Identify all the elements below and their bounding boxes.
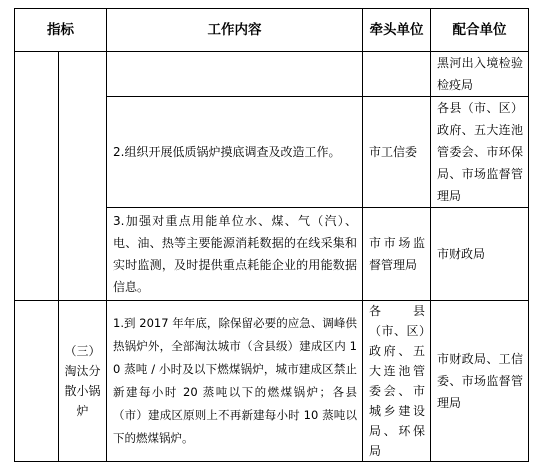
header-lead-unit: 牵头单位 [363,9,431,52]
lead-unit-cell [363,97,431,208]
coop-unit-cell [431,52,529,97]
work-task-table [14,8,529,462]
coop-unit-text: 各县（市、区）政府、五大连池管委会、市环保局、市场监督管理局 [437,101,523,203]
indicator-cell-empty [15,301,59,462]
lead-unit-text: 各县（市、区）政府、五大连池管委会、市城乡建设局、环保局 [369,304,425,458]
lead-unit-cell [363,208,431,301]
work-content-text: 1.到 2017 年年底，除保留必要的应急、调峰供热锅炉外，全部淘汰城市（含县级）建成区内 10 蒸吨 / 小时及以下燃煤锅炉，城市建成区禁止新建每小时 20 蒸吨以下的燃煤锅炉；各县（市）建成区原则上不再新建每小时 10 蒸吨以下的燃煤锅炉。 [113,316,357,445]
coop-unit-text: 黑河出入境检验检疫局 [437,56,523,92]
lead-unit-cell [363,301,431,462]
section-label-cell [59,301,107,462]
header-indicator: 指标 [15,9,107,52]
table-header-row [15,9,529,52]
lead-unit-text: 市市场监督管理局 [369,236,425,272]
sub-indicator-cell-empty [59,52,107,301]
coop-unit-text: 市财政局、工信委、市场监督管理局 [437,352,523,410]
table-row [15,52,529,97]
work-content-cell [107,52,363,97]
header-coop-unit: 配合单位 [431,9,529,52]
coop-unit-cell [431,208,529,301]
work-content-text: 2.组织开展低质锅炉摸底调查及改造工作。 [113,145,341,159]
work-content-cell [107,97,363,208]
work-content-cell [107,208,363,301]
lead-unit-text: 市工信委 [369,145,418,159]
coop-unit-cell [431,97,529,208]
section-label-text: （三）淘汰分散小锅炉 [64,344,101,418]
work-content-cell [107,301,363,462]
coop-unit-cell [431,301,529,462]
header-work-content: 工作内容 [107,9,363,52]
table-row [15,301,529,462]
work-content-text: 3.加强对重点用能单位水、煤、气（汽）、电、油、热等主要能源消耗数据的在线采集和实时监测，及时提供重点耗能企业的用能数据信息。 [113,214,357,294]
coop-unit-text: 市财政局 [437,247,486,261]
lead-unit-cell [363,52,431,97]
indicator-cell-empty [15,52,59,301]
